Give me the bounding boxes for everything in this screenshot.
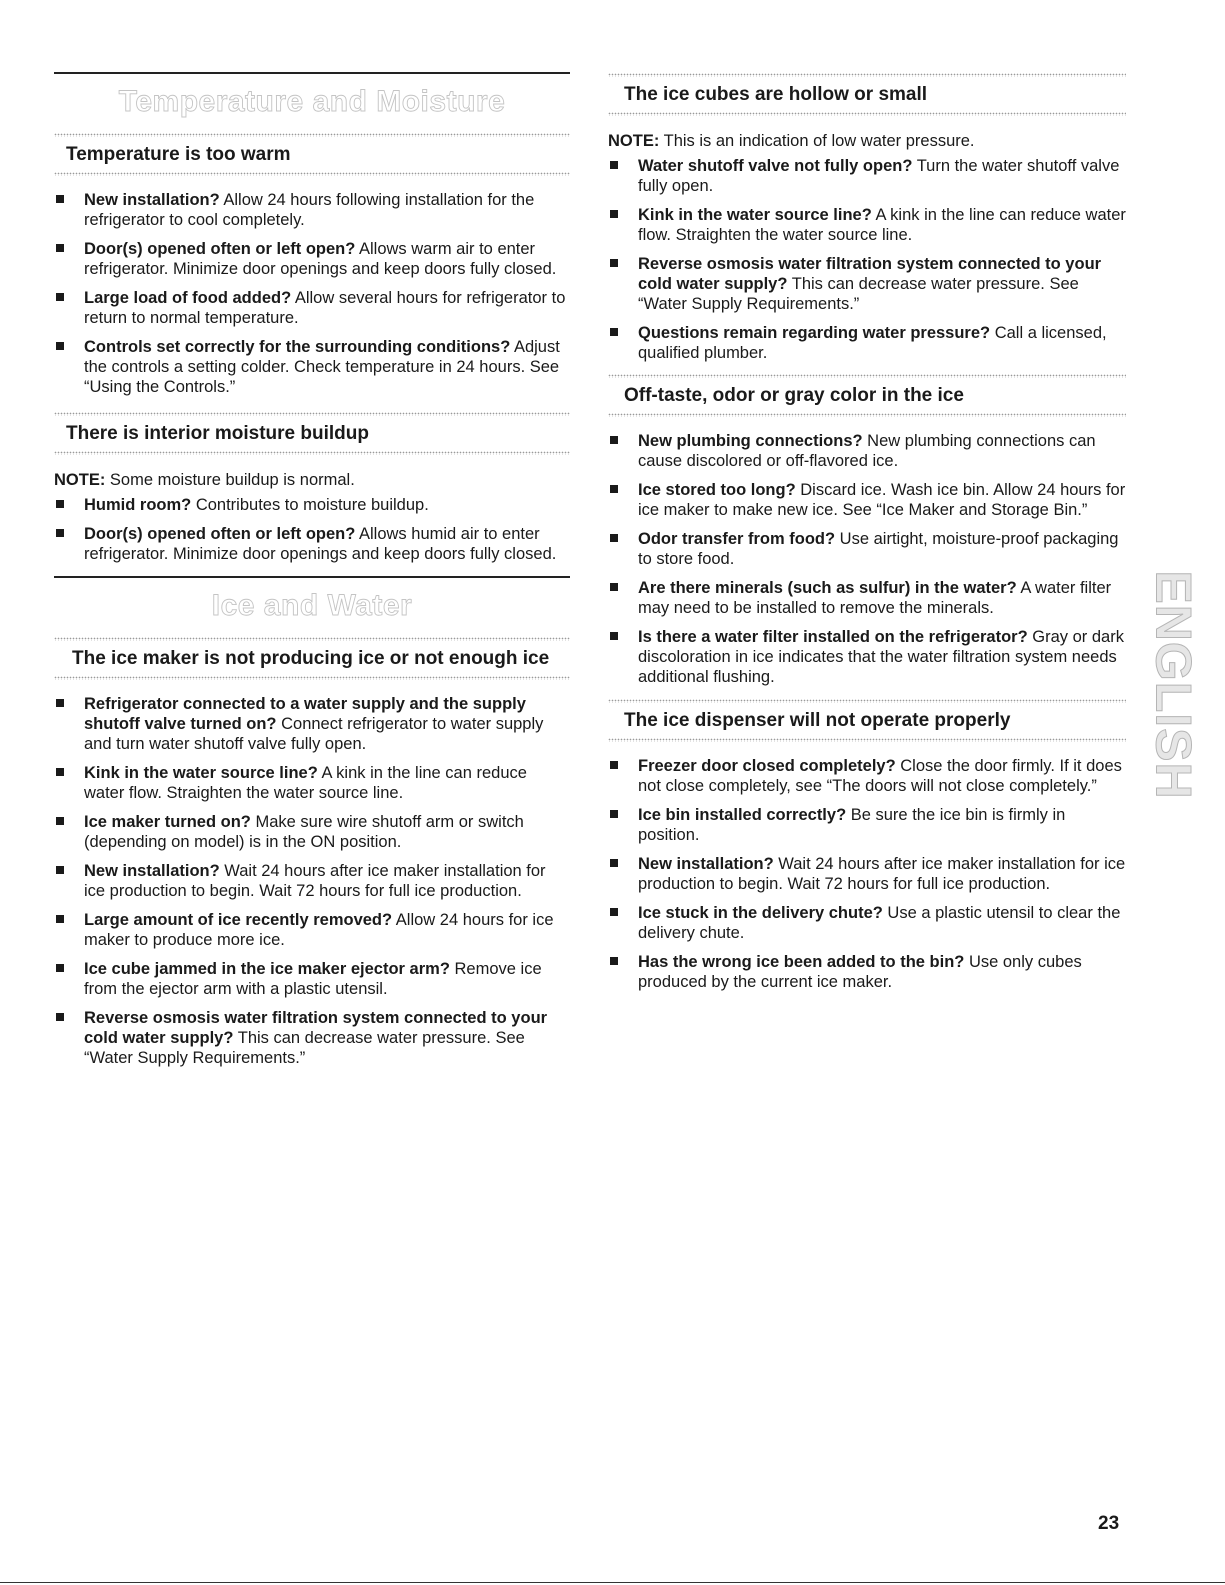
list-hollow	[608, 156, 1126, 363]
page-number: 23	[1098, 1513, 1120, 1534]
list-item: Large load of food added? Allow several hours for refrigerator to return to normal temperature.	[54, 288, 570, 328]
section-title-temperature: Temperature and Moisture	[118, 85, 506, 118]
list-item: Controls set correctly for the surrounding conditions? Adjust the controls a setting colder. Check temperature in 24 hours. See “Using the Controls.”	[54, 337, 570, 397]
section-rule	[54, 72, 570, 74]
dotted-rule	[608, 413, 1126, 417]
list-item: Are there minerals (such as sulfur) in the water? A water filter may need to be installed to remove the minerals.	[608, 578, 1126, 618]
dotted-rule	[54, 172, 570, 176]
list-item: Door(s) opened often or left open? Allows warm air to enter refrigerator. Minimize door openings and keep doors fully closed.	[54, 239, 570, 279]
list-item: Has the wrong ice been added to the bin? Use only cubes produced by the current ice maker.	[608, 952, 1126, 992]
left-column	[54, 0, 570, 1077]
list-item: New installation? Wait 24 hours after ice maker installation for ice production to begin. Wait 72 hours for full ice production.	[54, 861, 570, 901]
list-item: Ice stuck in the delivery chute? Use a plastic utensil to clear the delivery chute.	[608, 903, 1126, 943]
list-item: Humid room? Contributes to moisture buildup.	[54, 495, 570, 515]
list-item: Ice maker turned on? Make sure wire shutoff arm or switch (depending on model) is in the ON position.	[54, 812, 570, 852]
note-hollow: NOTE: This is an indication of low water pressure.	[608, 132, 975, 150]
dotted-rule	[608, 738, 1126, 742]
side-tab-label: ENGLISH	[1146, 570, 1202, 800]
heading-hollow: The ice cubes are hollow or small	[624, 84, 928, 105]
dotted-rule	[54, 451, 570, 455]
language-side-tab	[1146, 570, 1202, 800]
dotted-rule	[54, 637, 570, 641]
dotted-rule	[608, 374, 1126, 378]
list-item: Water shutoff valve not fully open? Turn the water shutoff valve fully open.	[608, 156, 1126, 196]
dotted-rule	[608, 112, 1126, 116]
heading-dispenser: The ice dispenser will not operate properly	[624, 710, 1011, 731]
page-bottom-rule	[0, 1582, 1225, 1583]
list-item: Ice stored too long? Discard ice. Wash ice bin. Allow 24 hours for ice maker to make new ice. See “Ice Maker and Storage Bin.”	[608, 480, 1126, 520]
list-item: New installation? Allow 24 hours following installation for the refrigerator to cool completely.	[54, 190, 570, 230]
section-title-ice: Ice and Water	[211, 589, 413, 622]
list-item: New installation? Wait 24 hours after ice maker installation for ice production to begin. Wait 72 hours for full ice production.	[608, 854, 1126, 894]
dotted-rule	[608, 699, 1126, 703]
list-too-warm	[54, 190, 570, 397]
list-item: Freezer door closed completely? Close the door firmly. If it does not close completely, see “The doors will not close completely.”	[608, 756, 1126, 796]
list-item: Kink in the water source line? A kink in the line can reduce water flow. Straighten the water source line.	[608, 205, 1126, 245]
list-item: Is there a water filter installed on the refrigerator? Gray or dark discoloration in ice indicates that the water filtration system needs additional flushing.	[608, 627, 1126, 687]
dotted-rule	[54, 412, 570, 416]
heading-moisture: There is interior moisture buildup	[66, 423, 369, 444]
list-item: Questions remain regarding water pressure? Call a licensed, qualified plumber.	[608, 323, 1126, 363]
heading-off-taste: Off-taste, odor or gray color in the ice	[624, 385, 964, 406]
dotted-rule	[608, 73, 1126, 77]
list-not-producing	[54, 694, 570, 1068]
list-item: Kink in the water source line? A kink in the line can reduce water flow. Straighten the water source line.	[54, 763, 570, 803]
note-moisture: NOTE: Some moisture buildup is normal.	[54, 471, 355, 489]
list-moisture	[54, 495, 570, 564]
list-item: Refrigerator connected to a water supply and the supply shutoff valve turned on? Connect refrigerator to water supply and turn water shutoff valve fully open.	[54, 694, 570, 754]
list-item: Door(s) opened often or left open? Allows humid air to enter refrigerator. Minimize door openings and keep doors fully closed.	[54, 524, 570, 564]
list-item: Ice bin installed correctly? Be sure the ice bin is firmly in position.	[608, 805, 1126, 845]
heading-too-warm: Temperature is too warm	[66, 144, 291, 165]
list-item: Reverse osmosis water filtration system connected to your cold water supply? This can decrease water pressure. See “Water Supply Requirements.”	[608, 254, 1126, 314]
dotted-rule	[54, 676, 570, 680]
heading-not-producing: The ice maker is not producing ice or not enough ice	[72, 648, 550, 669]
list-item: New plumbing connections? New plumbing connections can cause discolored or off-flavored ice.	[608, 431, 1126, 471]
list-item: Odor transfer from food? Use airtight, moisture-proof packaging to store food.	[608, 529, 1126, 569]
list-off-taste	[608, 431, 1126, 687]
section-rule	[54, 576, 570, 578]
list-item: Ice cube jammed in the ice maker ejector arm? Remove ice from the ejector arm with a plastic utensil.	[54, 959, 570, 999]
list-item: Large amount of ice recently removed? Allow 24 hours for ice maker to produce more ice.	[54, 910, 570, 950]
right-column	[608, 0, 1126, 1001]
list-item: Reverse osmosis water filtration system connected to your cold water supply? This can decrease water pressure. See “Water Supply Requirements.”	[54, 1008, 570, 1068]
list-dispenser	[608, 756, 1126, 992]
dotted-rule	[54, 133, 570, 137]
